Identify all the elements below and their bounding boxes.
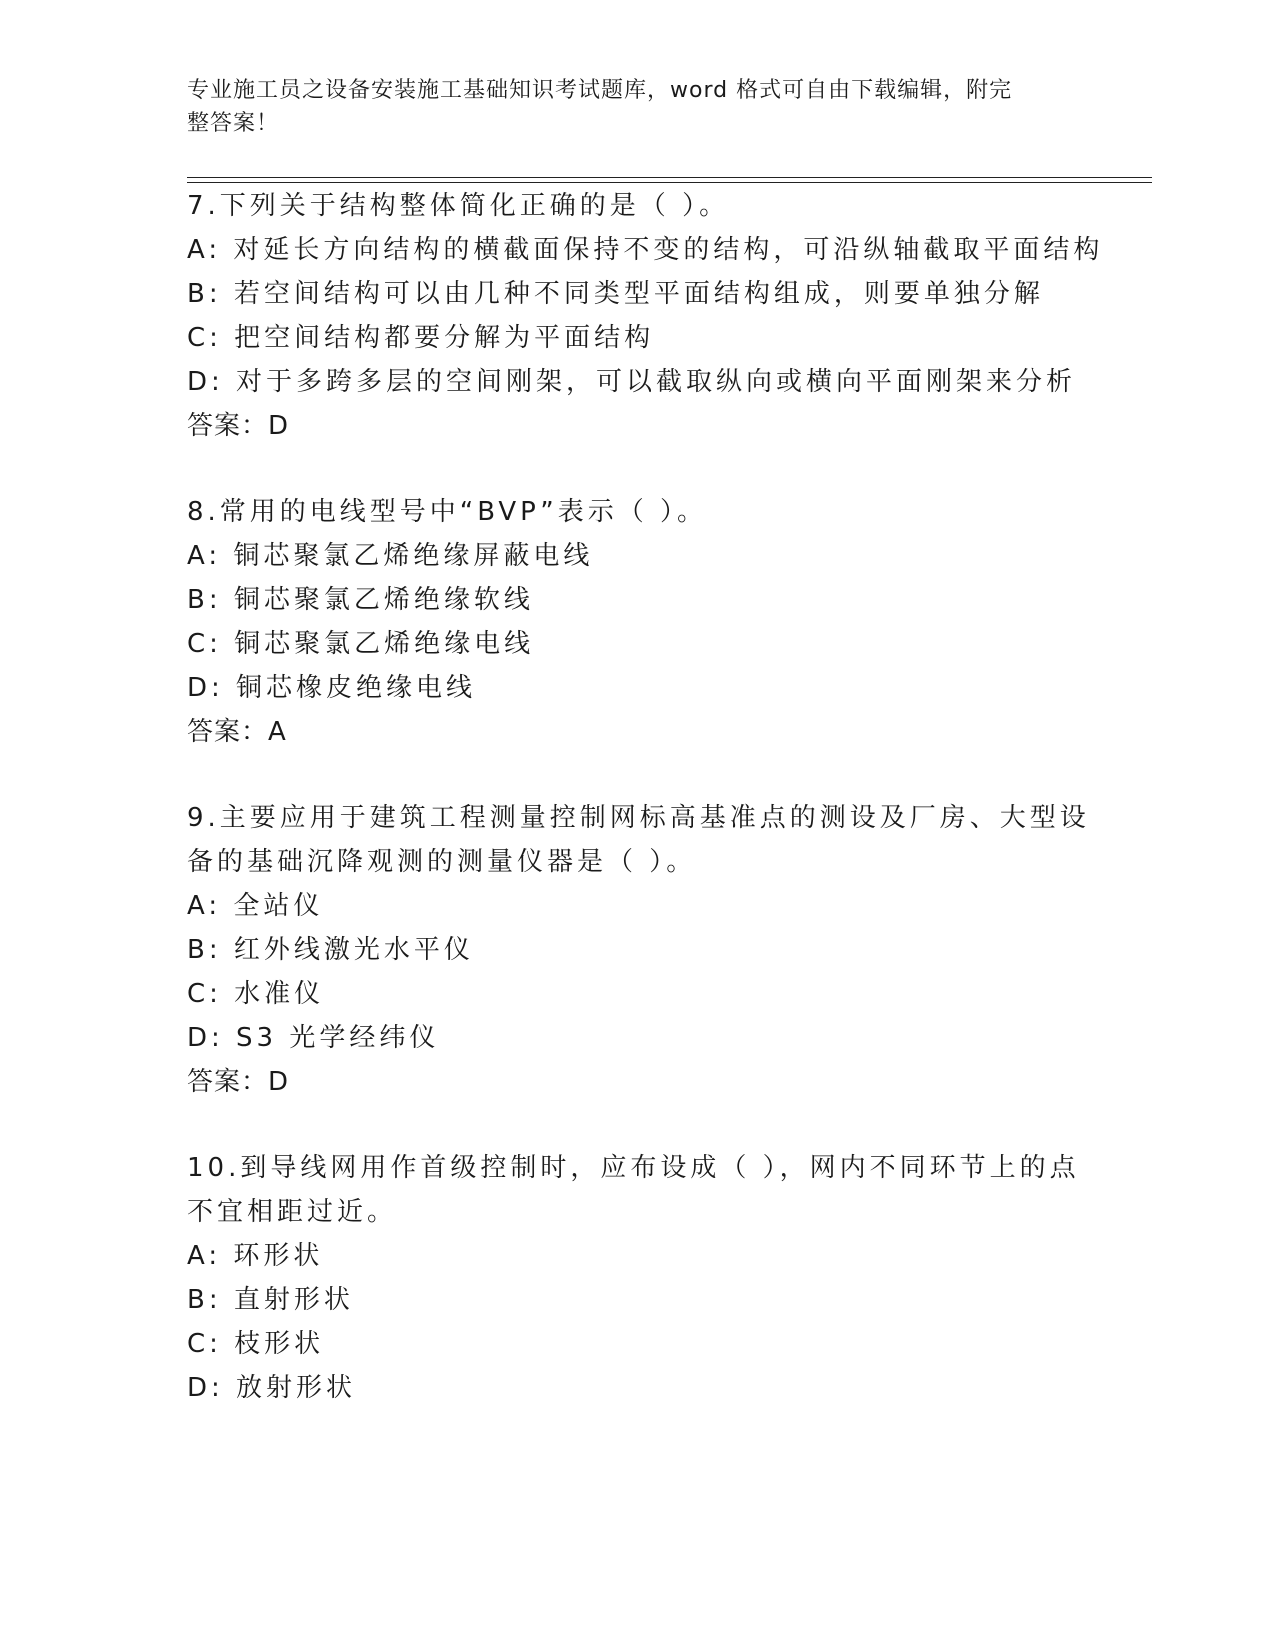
- question-9-option-d: D: S3 光学经纬仪: [187, 1023, 440, 1053]
- question-7-option-d: D: 对于多跨多层的空间刚架，可以截取纵向或横向平面刚架来分析: [187, 367, 1077, 397]
- question-10-stem-line-2: 不宜相距过近。: [187, 1197, 398, 1227]
- question-10-option-a: A: 环形状: [187, 1241, 324, 1271]
- question-8-option-a: A: 铜芯聚氯乙烯绝缘屏蔽电线: [187, 541, 594, 571]
- question-8-option-b: B: 铜芯聚氯乙烯绝缘软线: [187, 585, 534, 615]
- question-9-option-a: A: 全站仪: [187, 891, 324, 921]
- question-9-stem-line-2: 备的基础沉降观测的测量仪器是（ ）。: [187, 847, 697, 877]
- header-rule-bottom: [187, 182, 1152, 183]
- question-9-option-b: B: 红外线激光水平仪: [187, 935, 474, 965]
- question-10-option-b: B: 直射形状: [187, 1285, 354, 1315]
- question-8-answer: 答案：A: [187, 717, 287, 747]
- question-7-stem: 7.下列关于结构整体简化正确的是（ ）。: [187, 191, 730, 221]
- question-8-stem: 8.常用的电线型号中“BVP”表示（ ）。: [187, 497, 707, 527]
- document-header: [187, 74, 1067, 140]
- question-8-option-c: C: 铜芯聚氯乙烯绝缘电线: [187, 629, 535, 659]
- question-10-option-d: D: 放射形状: [187, 1373, 357, 1403]
- header-rule-top: [187, 177, 1152, 178]
- question-10-stem-line-1: 10.到导线网用作首级控制时，应布设成（ ），网内不同环节上的点: [187, 1153, 1080, 1183]
- question-9-option-c: C: 水准仪: [187, 979, 325, 1009]
- question-7-option-c: C: 把空间结构都要分解为平面结构: [187, 323, 655, 353]
- question-9-answer: 答案：D: [187, 1067, 290, 1097]
- header-line-1: 专业施工员之设备安装施工基础知识考试题库，word 格式可自由下载编辑，附完: [187, 78, 1013, 103]
- question-10-option-c: C: 枝形状: [187, 1329, 325, 1359]
- question-9-stem-line-1: 9.主要应用于建筑工程测量控制网标高基准点的测设及厂房、大型设: [187, 803, 1090, 833]
- question-8-option-d: D: 铜芯橡皮绝缘电线: [187, 673, 477, 703]
- header-line-2: 整答案！: [187, 111, 280, 136]
- question-7-option-a: A: 对延长方向结构的横截面保持不变的结构，可沿纵轴截取平面结构: [187, 235, 1104, 265]
- question-7-answer: 答案：D: [187, 411, 290, 441]
- question-7-option-b: B: 若空间结构可以由几种不同类型平面结构组成，则要单独分解: [187, 279, 1044, 309]
